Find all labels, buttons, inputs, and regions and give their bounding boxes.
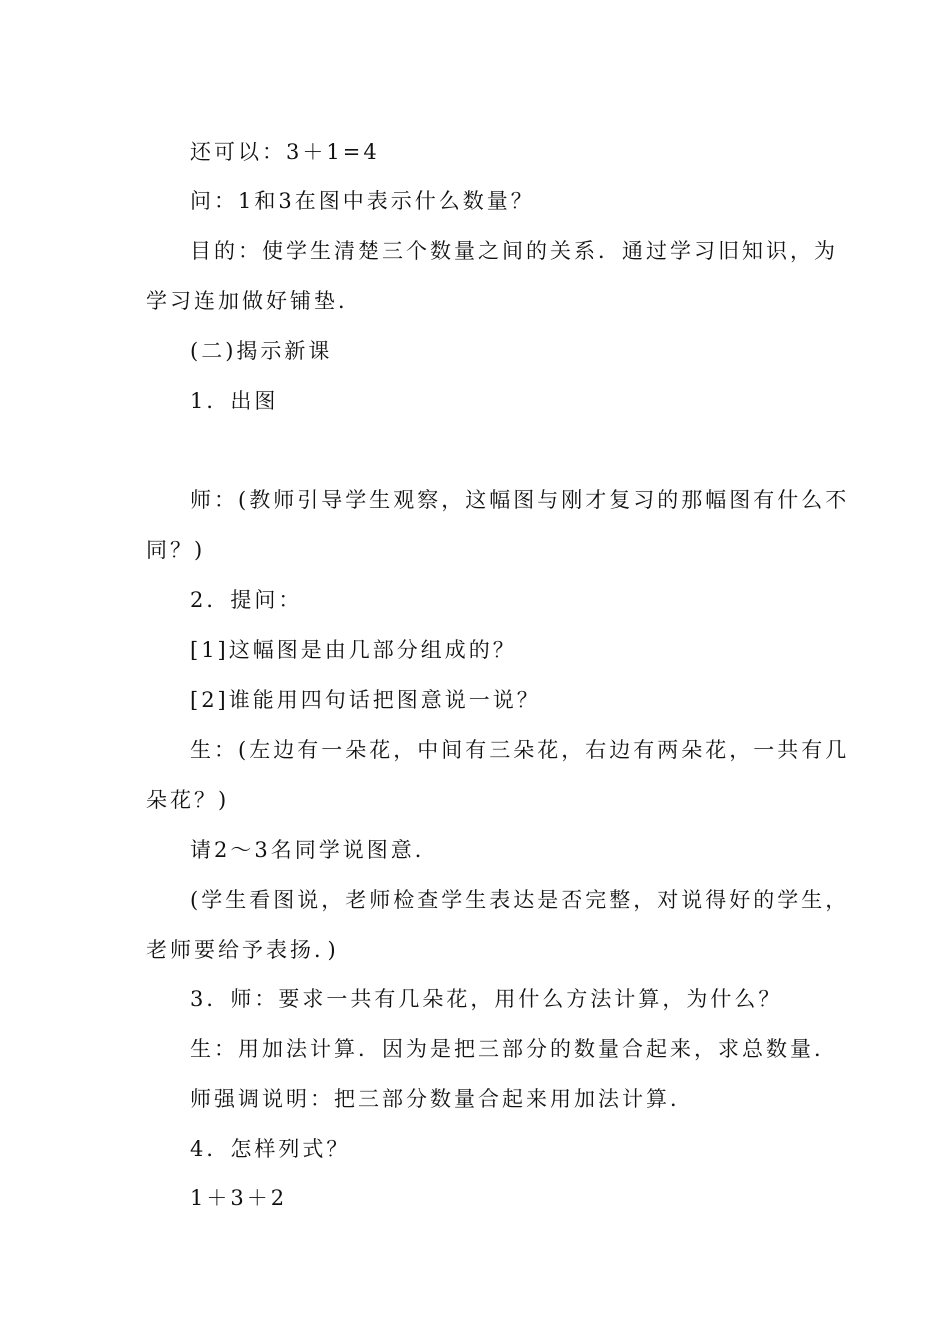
text-line: 师强调说明：把三部分数量合起来用加法计算． [190,1087,694,1111]
text-line: 生：用加法计算．因为是把三部分的数量合起来，求总数量． [190,1037,838,1061]
text-line: 问：1和3在图中表示什么数量？ [190,189,535,213]
text-line: 生：(左边有一朵花，中间有三朵花，右边有两朵花，一共有几 [190,738,850,762]
section-heading: (二)揭示新课 [190,339,333,363]
text-line: 同？) [146,538,206,562]
text-line: 1．出图 [190,389,279,413]
text-line: 1＋3＋2 [190,1186,288,1210]
text-line: 朵花？) [146,788,230,812]
text-line: (学生看图说，老师检查学生表达是否完整，对说得好的学生， [190,888,850,912]
text-line: 2．提问： [190,588,303,612]
text-line: 还可以：3＋1=4 [190,140,380,164]
text-line: 4．怎样列式？ [190,1137,351,1161]
text-line: [2]谁能用四句话把图意说一说？ [190,688,541,712]
text-line: 老师要给予表扬．) [146,938,339,962]
text-line: 目的：使学生清楚三个数量之间的关系．通过学习旧知识，为 [190,239,838,263]
text-line: 师：(教师引导学生观察，这幅图与刚才复习的那幅图有什么不 [190,488,850,512]
text-line: 3．师：要求一共有几朵花，用什么方法计算，为什么？ [190,987,783,1011]
text-line: 学习连加做好铺垫． [146,289,362,313]
text-line: [1]这幅图是由几部分组成的？ [190,638,517,662]
text-line: 请2～3名同学说图意． [190,838,439,862]
